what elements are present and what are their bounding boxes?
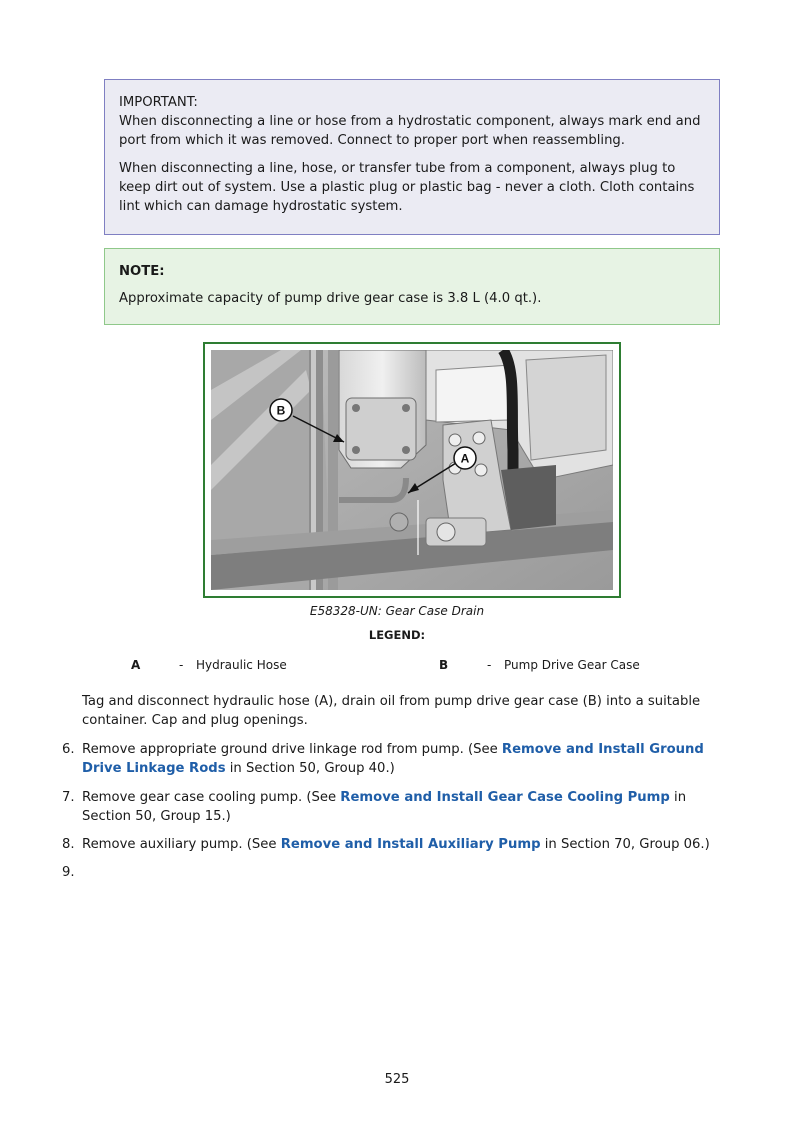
callout-b-label: B [276,403,286,418]
intro-paragraph: Tag and disconnect hydraulic hose (A), drain oil from pump drive gear case (B) into a suitable container. Cap and plug openings. [82,694,701,728]
step-text: Remove auxiliary pump. (See Remove and Install Auxiliary Pump in Section 70, Group 06.) [82,837,710,852]
figure-caption: E58328-UN: Gear Case Drain [309,604,485,618]
legend-key-b: B [439,658,449,672]
legend-key-a: A [131,658,141,672]
step-text: Remove appropriate ground drive linkage rod from pump. (See Remove and Install Ground Drive Linkage Rods in Section 50, Group 40.) [82,742,704,776]
link-gear-case-cooling-pump[interactable]: Remove and Install Gear Case Cooling Pump [340,790,670,805]
link-ground-drive-linkage-rods[interactable]: Remove and Install Ground Drive Linkage Rods [82,742,704,776]
gear-case-figure [203,342,621,598]
legend-dash-a: - [179,658,184,672]
callout-a-label: A [460,451,470,466]
note-text: Approximate capacity of pump drive gear case is 3.8 L (4.0 qt.). [119,291,542,306]
note-title: NOTE: [119,264,165,279]
link-auxiliary-pump[interactable]: Remove and Install Auxiliary Pump [280,837,541,852]
gear-case-illustration [211,350,613,590]
important-text-2: When disconnecting a line, hose, or transfer tube from a component, always plug to keep dirt out of system. Use a plastic plug or plastic bag - never a cloth. Cloth contains lint which can damage hydrostatic system. [119,161,695,214]
legend-label-a: Hydraulic Hose [196,658,287,672]
legend-dash-b: - [487,658,492,672]
legend-label-b: Pump Drive Gear Case [504,658,640,672]
step-number: 8. [62,837,75,852]
step-number: 7. [62,790,75,805]
important-box [104,79,720,235]
step-number: 6. [62,742,75,757]
page-number: 525 [384,1072,410,1087]
step-text: Remove gear case cooling pump. (See Remove and Install Gear Case Cooling Pump in Section 50, Group 15.) [82,790,687,824]
note-box [104,248,720,325]
important-title: IMPORTANT: [119,95,198,110]
step-number: 9. [62,865,75,880]
important-text-1: IMPORTANT: When disconnecting a line or hose from a hydrostatic component, always mark end and port from which it was removed. Connect to proper port when reassembling. [119,95,701,148]
legend-title: LEGEND: [368,628,426,642]
